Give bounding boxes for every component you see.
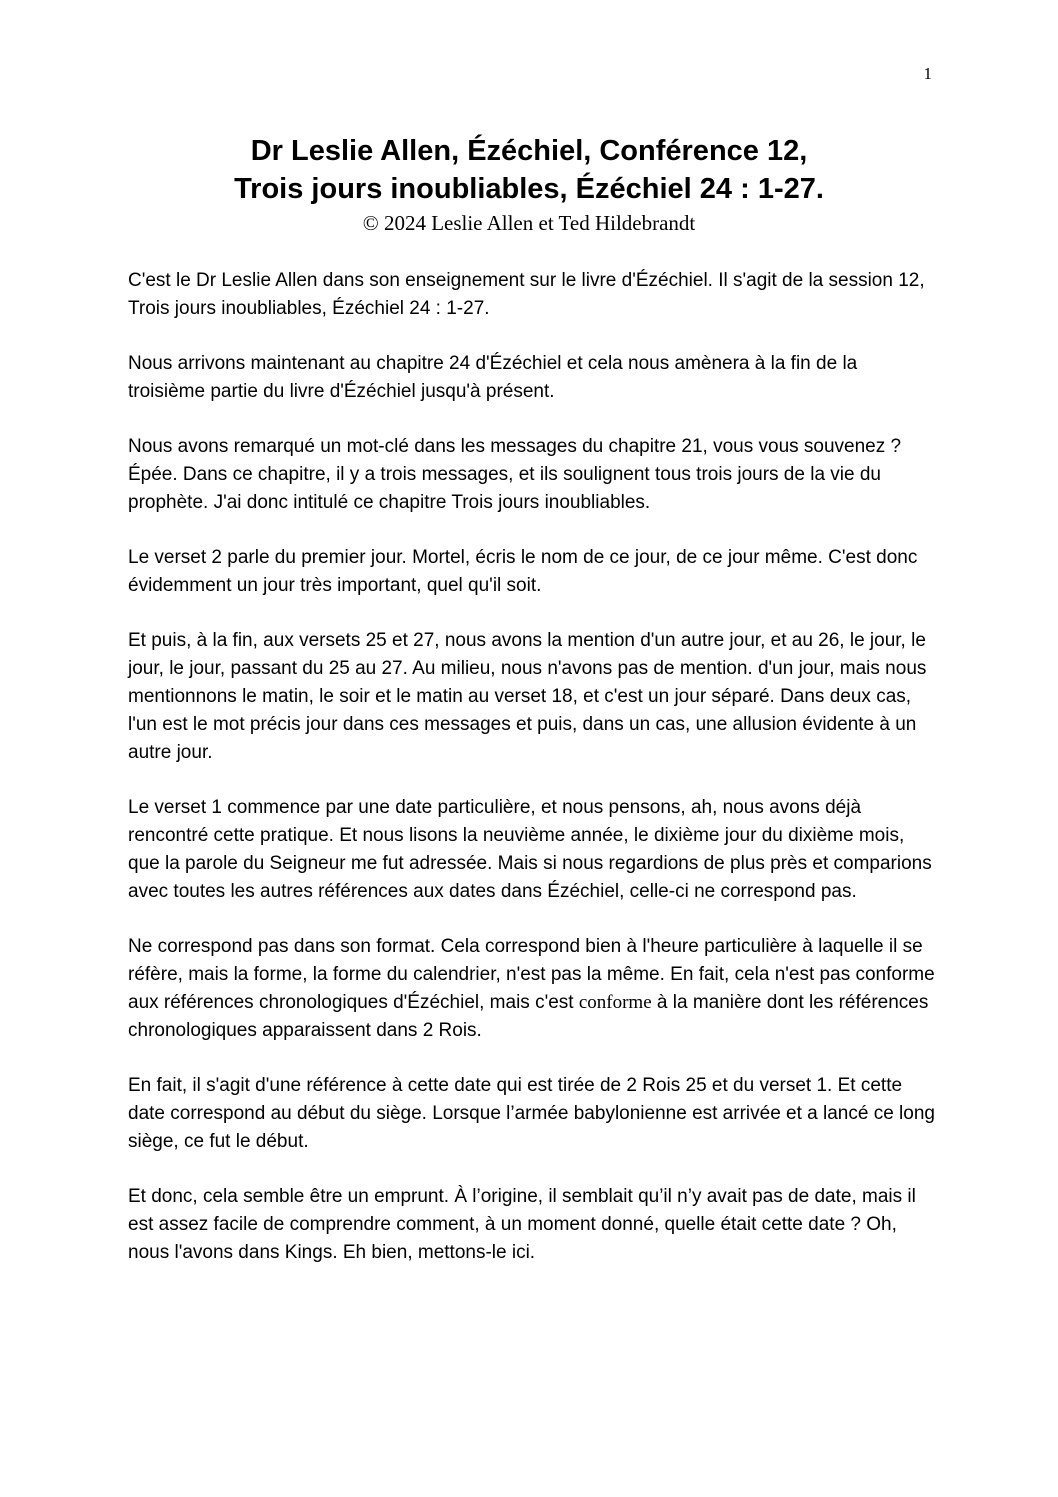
paragraph-8: En fait, il s'agit d'une référence à cette date qui est tirée de 2 Rois 25 et du verset 1. Et cette date correspond au début du siège. Lorsque l’armée babylonienne est arrivée et a lancé ce long siège, ce fut le début.	[128, 1075, 935, 1152]
title-block	[0, 132, 1058, 236]
paragraph-6: Le verset 1 commence par une date particulière, et nous pensons, ah, nous avons déjà rencontré cette pratique. Et nous lisons la neuvième année, le dixième jour du dixième mois, que la parole du Seigneur me fut adressée. Mais si nous regardions de plus près et comparions avec toutes les autres références aux dates dans Ézéchiel, celle-ci ne correspond pas.	[128, 797, 932, 902]
copyright-notice: © 2024 Leslie Allen et Ted Hildebrandt	[362, 211, 696, 235]
page-number: 1	[923, 64, 932, 83]
paragraph-5: Et puis, à la fin, aux versets 25 et 27, nous avons la mention d'un autre jour, et au 26, le jour, le jour, le jour, passant du 25 au 27. Au milieu, nous n'avons pas de mention. d'un jour, mais nous mentionnons le matin, le soir et le matin au verset 18, et c'est un jour séparé. Dans deux cas, l'un est le mot précis jour dans ces messages et puis, dans un cas, une allusion évidente à un autre jour.	[128, 630, 927, 763]
paragraph-7-end: à la manière dont les références chronologiques apparaissent dans 2 Rois.	[128, 992, 929, 1041]
paragraph-7	[128, 933, 938, 1045]
paragraph-4: Le verset 2 parle du premier jour. Mortel, écris le nom de ce jour, de ce jour même. C'est donc évidemment un jour très important, quel qu'il soit.	[128, 547, 918, 596]
paragraph-1: C'est le Dr Leslie Allen dans son enseignement sur le livre d'Ézéchiel. Il s'agit de la session 12, Trois jours inoubliables, Ézéchiel 24 : 1-27.	[128, 270, 925, 319]
paragraph-7-serif-word: conforme	[578, 992, 652, 1013]
paragraph-9: Et donc, cela semble être un emprunt. À l’origine, il semblait qu’il n’y avait pas de date, mais il est assez facile de comprendre comment, à un moment donné, quelle était cette date ? Oh, nous l'avons dans Kings. Eh bien, mettons-le ici.	[128, 1186, 916, 1263]
paragraph-3: Nous avons remarqué un mot-clé dans les messages du chapitre 21, vous vous souvenez ? Épée. Dans ce chapitre, il y a trois messages, et ils soulignent tous trois jours de la vie du prophète. J'ai donc intitulé ce chapitre Trois jours inoubliables.	[128, 436, 902, 513]
paragraph-7-start: Ne correspond pas dans son format. Cela correspond bien à l'heure particulière à laquelle il se réfère, mais la forme, la forme du calendrier, n'est pas la même. En fait, cela n'est pas conforme aux références chronologiques d'Ézéchiel, mais c'est	[128, 936, 935, 1013]
page-title-line-2: Trois jours inoubliables, Ézéchiel 24 : 1-27.	[234, 173, 824, 205]
paragraph-2: Nous arrivons maintenant au chapitre 24 d'Ézéchiel et cela nous amènera à la fin de la troisième partie du livre d'Ézéchiel jusqu'à présent.	[128, 353, 858, 402]
page-title-line-1: Dr Leslie Allen, Ézéchiel, Conférence 12,	[250, 135, 808, 167]
document-body	[128, 267, 938, 1294]
